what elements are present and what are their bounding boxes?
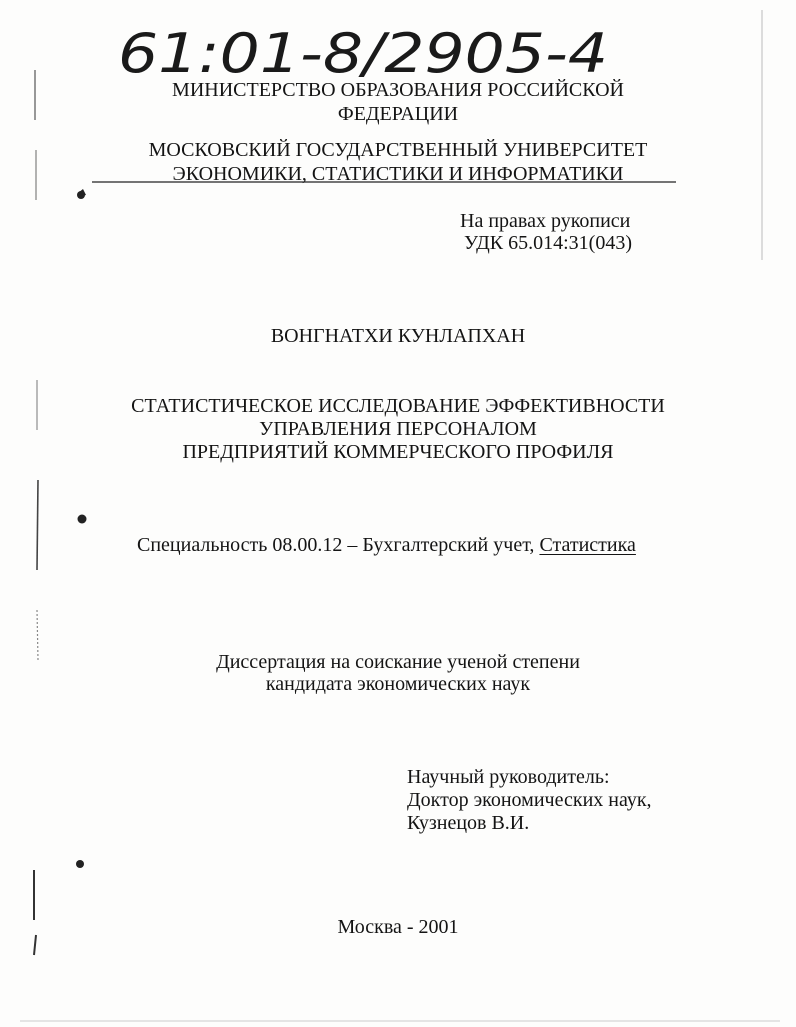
specialty-line: [137, 535, 636, 555]
hole-punch-mark: [76, 860, 84, 868]
dissertation-line-1: Диссертация на соискание ученой степени: [216, 651, 580, 673]
city-year: Москва - 2001: [337, 916, 459, 938]
title-line-1: СТАТИСТИЧЕСКОЕ ИССЛЕДОВАНИЕ ЭФФЕКТИВНОСТИ: [131, 395, 665, 417]
university-line-2: ЭКОНОМИКИ, СТАТИСТИКИ И ИНФОРМАТИКИ: [172, 163, 624, 185]
dissertation-line-2: кандидата экономических наук: [265, 673, 531, 695]
specialty-prefix: Специальность 08.00.12 – Бухгалтерский учет,: [137, 534, 540, 556]
university-line-1: МОСКОВСКИЙ ГОСУДАРСТВЕННЫЙ УНИВЕРСИТЕТ: [148, 139, 648, 161]
supervisor-degree: Доктор экономических наук,: [407, 789, 652, 811]
handwritten-shelfmark: [118, 14, 618, 86]
supervisor-name: Кузнецов В.И.: [407, 812, 530, 834]
supervisor-label: Научный руководитель:: [407, 766, 610, 788]
ministry-line-1: МИНИСТЕРСТВО ОБРАЗОВАНИЯ РОССИЙСКОЙ: [172, 79, 624, 101]
rights-note: На правах рукописи: [460, 210, 631, 232]
shelfmark-text: 61:01-8/2905-4: [118, 22, 608, 85]
author-name: ВОНГНАТХИ КУНЛАПХАН: [270, 325, 526, 347]
specialty-underlined: Статистика: [539, 534, 636, 556]
udk-code: УДК 65.014:31(043): [464, 232, 632, 254]
title-line-3: ПРЕДПРИЯТИЙ КОММЕРЧЕСКОГО ПРОФИЛЯ: [182, 441, 614, 463]
hole-punch-mark: [77, 191, 85, 199]
ministry-line-2: ФЕДЕРАЦИИ: [337, 103, 459, 125]
hole-punch-mark: [78, 515, 87, 524]
title-line-2: УПРАВЛЕНИЯ ПЕРСОНАЛОМ: [259, 418, 537, 440]
